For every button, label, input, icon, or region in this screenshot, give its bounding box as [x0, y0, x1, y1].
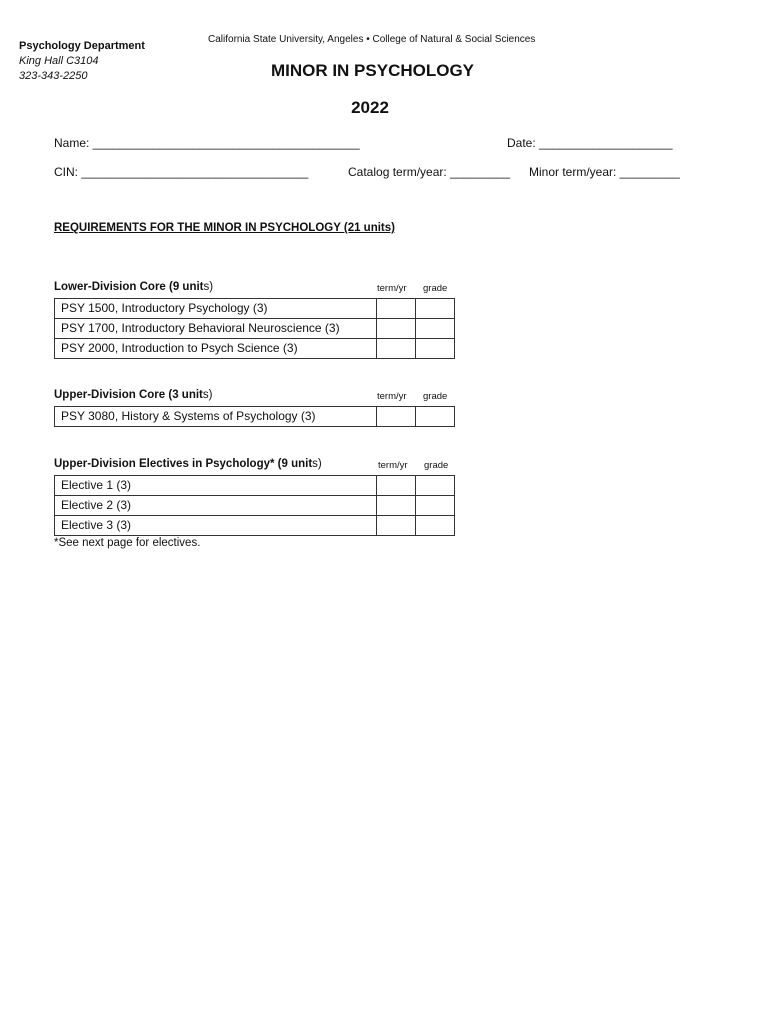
grade-cell[interactable] — [416, 319, 455, 339]
col-grade-header: grade — [423, 283, 448, 294]
section-heading-tail: s) — [202, 389, 213, 401]
page-year: 2022 — [351, 98, 389, 117]
col-grade-header: grade — [423, 391, 448, 402]
section-heading-tail: s) — [203, 281, 214, 293]
term-cell[interactable] — [377, 407, 416, 427]
date-field: Date: ____________________ — [507, 136, 673, 150]
col-term-header: term/yr — [377, 391, 407, 402]
table-row — [55, 476, 455, 496]
course-cell: Elective 1 (3) — [55, 476, 377, 496]
section-heading-tail: s) — [312, 458, 322, 470]
lower-division-heading — [54, 281, 213, 293]
grade-cell[interactable] — [416, 407, 455, 427]
course-cell: PSY 3080, History & Systems of Psychology (3) — [55, 407, 377, 427]
catalog-term-field: Catalog term/year: _________ — [348, 165, 511, 179]
table-row — [55, 516, 455, 536]
department-phone: 323-343-2250 — [19, 70, 88, 82]
lower-division-table — [54, 298, 455, 359]
grade-cell[interactable] — [416, 339, 455, 359]
department-name: Psychology Department — [19, 40, 145, 52]
col-grade-header: grade — [424, 460, 449, 471]
section-heading-bold: Upper-Division Electives in Psychology* (9 unit — [54, 458, 313, 470]
cin-field: CIN: __________________________________ — [54, 165, 309, 179]
electives-heading — [54, 458, 322, 470]
table-row — [55, 319, 455, 339]
name-field: Name: ________________________________________ — [54, 136, 360, 150]
table-row — [55, 496, 455, 516]
department-location: King Hall C3104 — [19, 55, 99, 67]
grade-cell[interactable] — [416, 476, 455, 496]
grade-cell[interactable] — [416, 496, 455, 516]
table-row — [55, 299, 455, 319]
term-cell[interactable] — [377, 476, 416, 496]
grade-cell[interactable] — [416, 299, 455, 319]
course-cell: Elective 3 (3) — [55, 516, 377, 536]
upper-division-core-table — [54, 406, 455, 427]
course-cell: PSY 1500, Introductory Psychology (3) — [55, 299, 377, 319]
course-cell: PSY 2000, Introduction to Psych Science (3) — [55, 339, 377, 359]
section-heading-bold: Lower-Division Core (9 unit — [54, 281, 204, 293]
term-cell[interactable] — [377, 319, 416, 339]
university-line: California State University, Angeles • College of Natural & Social Sciences — [208, 34, 536, 45]
electives-footnote: *See next page for electives. — [54, 537, 201, 549]
table-row — [55, 339, 455, 359]
minor-term-field: Minor term/year: _________ — [529, 165, 680, 179]
upper-division-core-heading — [54, 389, 212, 401]
course-cell: PSY 1700, Introductory Behavioral Neuroscience (3) — [55, 319, 377, 339]
electives-table — [54, 475, 455, 536]
term-cell[interactable] — [377, 516, 416, 536]
term-cell[interactable] — [377, 299, 416, 319]
page-title: MINOR IN PSYCHOLOGY — [270, 61, 475, 80]
term-cell[interactable] — [377, 496, 416, 516]
term-cell[interactable] — [377, 339, 416, 359]
requirements-heading: REQUIREMENTS FOR THE MINOR IN PSYCHOLOGY (21 units) — [54, 222, 395, 234]
col-term-header: term/yr — [378, 460, 408, 471]
table-row — [55, 407, 455, 427]
section-heading-bold: Upper-Division Core (3 unit — [54, 389, 203, 401]
grade-cell[interactable] — [416, 516, 455, 536]
course-cell: Elective 2 (3) — [55, 496, 377, 516]
col-term-header: term/yr — [377, 283, 407, 294]
